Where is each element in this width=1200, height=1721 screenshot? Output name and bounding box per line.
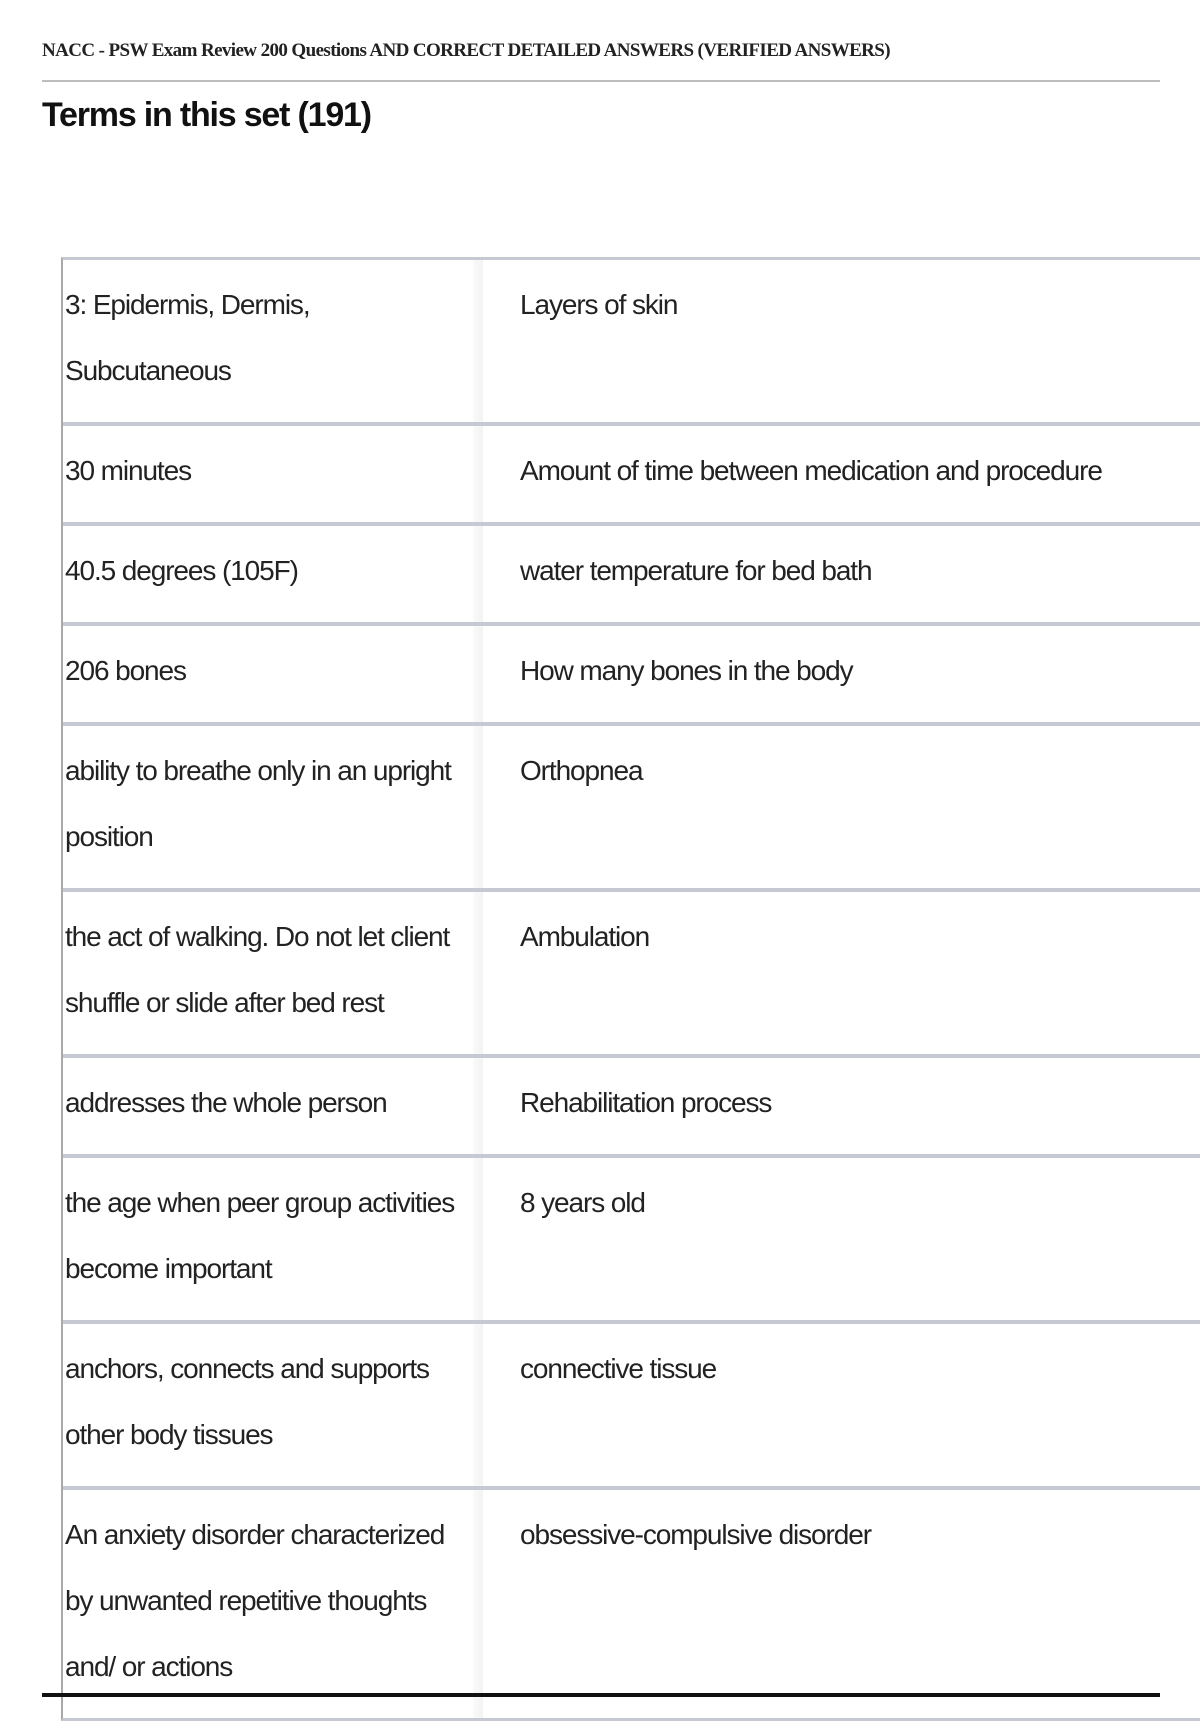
term-text: ability to breathe only in an upright position [65,755,451,852]
term-row [63,526,1200,626]
definition-text: Amount of time between medication and procedure [520,455,1102,486]
column-divider [473,726,483,888]
definition-text: Layers of skin [520,289,678,320]
term-text: the act of walking. Do not let client shuffle or slide after bed rest [65,921,450,1018]
definition-text: 8 years old [520,1187,645,1218]
term-text: 3: Epidermis, Dermis, Subcutaneous [65,289,310,386]
definition-text: Rehabilitation process [520,1087,772,1118]
document-header: NACC - PSW Exam Review 200 Questions AND CORRECT DETAILED ANSWERS (VERIFIED ANSWERS) [42,40,890,61]
definition-text: connective tissue [520,1353,717,1384]
column-divider [473,526,483,622]
definition-text: water temperature for bed bath [520,555,872,586]
column-divider [473,1324,483,1486]
definition-text: obsessive-compulsive disorder [520,1519,871,1550]
column-divider [473,426,483,522]
term-text: anchors, connects and supports other body tissues [65,1353,429,1450]
term-text: 30 minutes [65,455,191,486]
column-divider [473,1058,483,1154]
term-text: An anxiety disorder characterized by unwanted repetitive thoughts and/ or actions [65,1519,445,1682]
header-divider [42,80,1160,82]
footer-divider [42,1693,1160,1697]
set-title: Terms in this set (191) [42,96,371,134]
term-row [63,726,1200,892]
term-row [63,1324,1200,1490]
column-divider [473,1158,483,1320]
column-divider [473,626,483,722]
terms-table [61,257,1200,1721]
column-divider [473,892,483,1054]
term-text: the age when peer group activities become important [65,1187,455,1284]
term-text: 206 bones [65,655,186,686]
definition-text: Orthopnea [520,755,643,786]
term-row [63,892,1200,1058]
term-row [63,1058,1200,1158]
term-row [63,1490,1200,1718]
term-row [63,626,1200,726]
term-row [63,426,1200,526]
term-text: 40.5 degrees (105F) [65,555,298,586]
column-divider [473,1490,483,1718]
term-text: addresses the whole person [65,1087,387,1118]
column-divider [473,260,483,422]
term-row [63,1158,1200,1324]
definition-text: How many bones in the body [520,655,853,686]
term-row [63,260,1200,426]
definition-text: Ambulation [520,921,650,952]
